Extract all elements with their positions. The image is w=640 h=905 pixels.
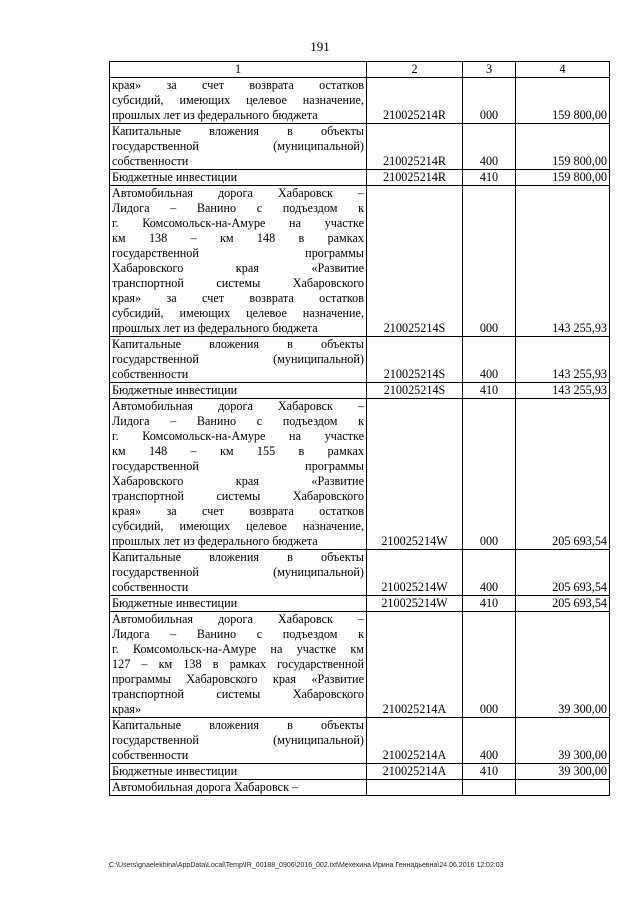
description-line: г. Комсомольск-на-Амуре на участке xyxy=(112,429,364,443)
row-code: 210025214R xyxy=(367,124,463,170)
row-code: 210025214A xyxy=(367,764,463,780)
description-line: Капитальные вложения в объекты xyxy=(112,718,364,732)
row-type: 410 xyxy=(463,764,516,780)
row-description xyxy=(110,399,367,550)
row-description xyxy=(110,612,367,718)
row-code: 210025214R xyxy=(367,78,463,124)
row-amount: 159 800,00 xyxy=(516,124,610,170)
table-row xyxy=(110,337,610,383)
description-line: субсидий, имеющих целевое назначение, xyxy=(112,93,364,107)
budget-table xyxy=(109,61,610,796)
description-line: края» xyxy=(112,702,142,716)
row-amount: 143 255,93 xyxy=(516,383,610,399)
row-amount: 159 800,00 xyxy=(516,170,610,186)
description-line: прошлых лет из федерального бюджета xyxy=(112,534,318,548)
description-line: Капитальные вложения в объекты xyxy=(112,124,364,138)
row-type: 410 xyxy=(463,383,516,399)
table-row xyxy=(110,718,610,764)
description-line: Автомобильная дорога Хабаровск – xyxy=(112,399,364,413)
description-line: государственной (муниципальной) xyxy=(112,733,364,747)
header-col-1: 1 xyxy=(110,62,367,78)
row-type: 400 xyxy=(463,718,516,764)
description-line: Лидога – Ванино с подъездом к xyxy=(112,414,364,428)
description-line: края» за счет возврата остатков xyxy=(112,504,364,518)
row-description xyxy=(110,186,367,337)
description-line: субсидий, имеющих целевое назначение, xyxy=(112,519,364,533)
row-description xyxy=(110,337,367,383)
description-line: государственной программы xyxy=(112,246,364,260)
description-line: Бюджетные инвестиции xyxy=(112,170,238,184)
row-amount: 39 300,00 xyxy=(516,764,610,780)
description-line: 127 – км 138 в рамках государственной xyxy=(112,657,364,671)
description-line: Автомобильная дорога Хабаровск – xyxy=(112,186,364,200)
description-line: прошлых лет из федерального бюджета xyxy=(112,108,318,122)
description-line: Автомобильная дорога Хабаровск – xyxy=(112,780,299,794)
description-line: Автомобильная дорога Хабаровск – xyxy=(112,612,364,626)
table-row xyxy=(110,550,610,596)
row-amount: 205 693,54 xyxy=(516,596,610,612)
row-code xyxy=(367,780,463,796)
row-amount: 205 693,54 xyxy=(516,550,610,596)
row-type: 410 xyxy=(463,596,516,612)
row-type: 000 xyxy=(463,399,516,550)
description-line: собственности xyxy=(112,580,189,594)
row-description xyxy=(110,383,367,399)
table-header-row xyxy=(110,62,610,78)
description-line: собственности xyxy=(112,748,189,762)
file-path-footer: C:\Users\gnaelekhina\AppData\Local\Temp\IR_00188_0906\2016_002.txt\Мехехина Ирина Геннадьевна\24.06.2016 12:02:03 xyxy=(109,862,504,869)
row-type: 400 xyxy=(463,550,516,596)
table-row xyxy=(110,612,610,718)
row-code: 210025214S xyxy=(367,383,463,399)
row-code: 210025214S xyxy=(367,337,463,383)
description-line: Капитальные вложения в объекты xyxy=(112,550,364,564)
table-row xyxy=(110,596,610,612)
row-type: 410 xyxy=(463,170,516,186)
row-type: 400 xyxy=(463,337,516,383)
description-line: транспортной системы Хабаровского xyxy=(112,489,364,503)
description-line: государственной (муниципальной) xyxy=(112,565,364,579)
description-line: субсидий, имеющих целевое назначение, xyxy=(112,306,364,320)
row-code: 210025214W xyxy=(367,596,463,612)
header-col-4: 4 xyxy=(516,62,610,78)
table-row xyxy=(110,780,610,796)
description-line: Капитальные вложения в объекты xyxy=(112,337,364,351)
row-amount xyxy=(516,780,610,796)
description-line: края» за счет возврата остатков xyxy=(112,291,364,305)
row-amount: 159 800,00 xyxy=(516,78,610,124)
description-line: государственной программы xyxy=(112,459,364,473)
row-type: 400 xyxy=(463,124,516,170)
description-line: государственной (муниципальной) xyxy=(112,352,364,366)
description-line: г. Комсомольск-на-Амуре на участке xyxy=(112,216,364,230)
row-code: 210025214S xyxy=(367,186,463,337)
row-type: 000 xyxy=(463,186,516,337)
row-description xyxy=(110,764,367,780)
row-description xyxy=(110,780,367,796)
row-code: 210025214A xyxy=(367,612,463,718)
table-row xyxy=(110,124,610,170)
row-description xyxy=(110,170,367,186)
table-row xyxy=(110,399,610,550)
table-row xyxy=(110,186,610,337)
header-col-3: 3 xyxy=(463,62,516,78)
description-line: государственной (муниципальной) xyxy=(112,139,364,153)
row-description xyxy=(110,596,367,612)
header-col-2: 2 xyxy=(367,62,463,78)
description-line: Хабаровского края «Развитие xyxy=(112,474,364,488)
description-line: края» за счет возврата остатков xyxy=(112,78,364,92)
description-line: Бюджетные инвестиции xyxy=(112,596,238,610)
row-amount: 143 255,93 xyxy=(516,337,610,383)
description-line: Бюджетные инвестиции xyxy=(112,383,238,397)
row-amount: 39 300,00 xyxy=(516,718,610,764)
table-row xyxy=(110,764,610,780)
row-description xyxy=(110,550,367,596)
table-row xyxy=(110,170,610,186)
description-line: Лидога – Ванино с подъездом к xyxy=(112,201,364,215)
row-amount: 205 693,54 xyxy=(516,399,610,550)
row-type: 000 xyxy=(463,78,516,124)
description-line: г. Комсомольск-на-Амуре на участке км xyxy=(112,642,364,656)
table-row xyxy=(110,78,610,124)
table-row xyxy=(110,383,610,399)
description-line: км 138 – км 148 в рамках xyxy=(112,231,364,245)
page-number: 191 xyxy=(310,39,330,54)
description-line: транспортной системы Хабаровского xyxy=(112,687,364,701)
row-description xyxy=(110,718,367,764)
row-description xyxy=(110,78,367,124)
row-type: 000 xyxy=(463,612,516,718)
description-line: собственности xyxy=(112,367,189,381)
row-code: 210025214W xyxy=(367,550,463,596)
description-line: км 148 – км 155 в рамках xyxy=(112,444,364,458)
description-line: Лидога – Ванино с подъездом к xyxy=(112,627,364,641)
row-amount: 143 255,93 xyxy=(516,186,610,337)
row-amount: 39 300,00 xyxy=(516,612,610,718)
description-line: Бюджетные инвестиции xyxy=(112,764,238,778)
row-code: 210025214W xyxy=(367,399,463,550)
row-type xyxy=(463,780,516,796)
description-line: транспортной системы Хабаровского xyxy=(112,276,364,290)
description-line: программы Хабаровского края «Развитие xyxy=(112,672,364,686)
description-line: Хабаровского края «Развитие xyxy=(112,261,364,275)
description-line: собственности xyxy=(112,154,189,168)
description-line: прошлых лет из федерального бюджета xyxy=(112,321,318,335)
row-code: 210025214R xyxy=(367,170,463,186)
row-code: 210025214A xyxy=(367,718,463,764)
row-description xyxy=(110,124,367,170)
